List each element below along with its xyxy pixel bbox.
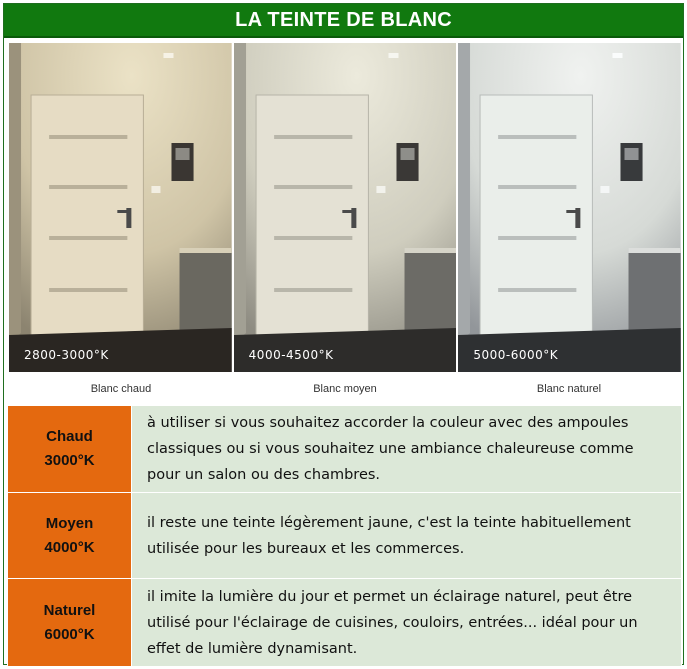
room-illustration-medium (234, 43, 457, 372)
photo-natural-white (458, 43, 681, 372)
type-name: Moyen (45, 514, 94, 532)
caption-natural: Blanc naturel (536, 383, 602, 395)
photo-strip (9, 43, 681, 372)
photo-medium-white (234, 43, 457, 372)
table-row (8, 579, 682, 667)
type-name: Naturel (43, 601, 96, 619)
caption-row (9, 376, 681, 402)
description-cell: il reste une teinte légèrement jaune, c'est la teinte habituellement utilisée pour les bureaux et les commerces. (132, 493, 682, 579)
page-title: LA TEINTE DE BLANC (4, 4, 683, 38)
table-row (8, 493, 682, 579)
type-kelvin: 4000°K (44, 538, 95, 556)
room-illustration-natural (458, 43, 681, 372)
type-cell (8, 406, 132, 493)
infographic-frame (3, 3, 684, 665)
type-cell (8, 493, 132, 579)
description-cell: à utiliser si vous souhaitez accorder la couleur avec des ampoules classiques ou si vous souhaitez une ambiance chaleureuse comme pour un salon ou des chambres. (132, 406, 682, 493)
description-cell: il imite la lumière du jour et permet un éclairage naturel, peut être utilisé pour l'éclairage de cuisines, couloirs, entrées... idéal pour un effet de lumière dynamisant. (132, 579, 682, 667)
temperature-label: 2800-3000°K (24, 348, 109, 362)
type-kelvin: 6000°K (44, 625, 95, 643)
type-name: Chaud (46, 428, 93, 445)
caption-medium: Blanc moyen (313, 383, 377, 395)
temperature-label: 5000-6000°K (473, 348, 559, 362)
table-row (8, 406, 682, 493)
type-cell (8, 579, 132, 667)
type-kelvin: 3000°K (44, 452, 95, 469)
photo-warm-white (9, 43, 232, 372)
room-illustration-warm (9, 43, 232, 372)
info-table (7, 405, 682, 667)
temperature-label: 4000-4500°K (248, 348, 334, 362)
caption-warm: Blanc chaud (90, 383, 152, 395)
